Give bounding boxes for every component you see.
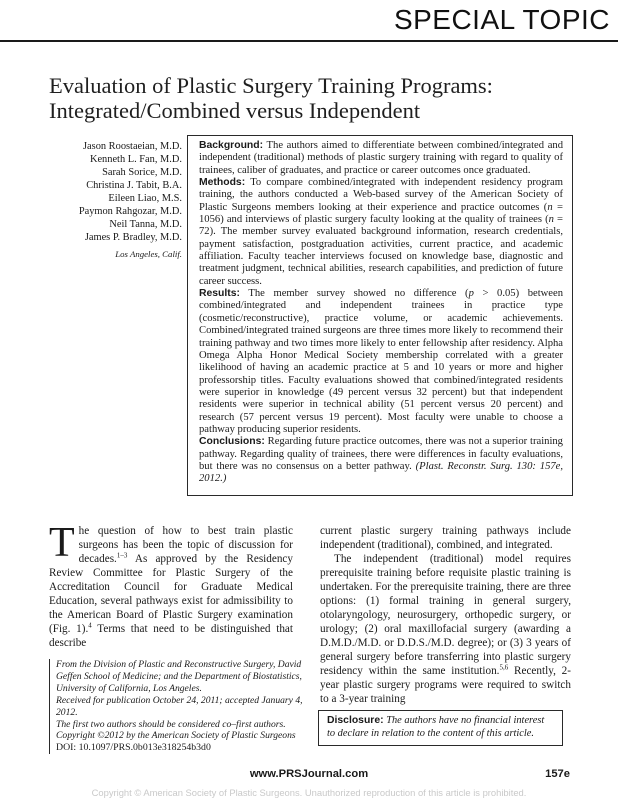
author-name: Christina J. Tabit, B.A. bbox=[86, 180, 182, 191]
author-name: Neil Tanna, M.D. bbox=[109, 219, 182, 230]
author-name: Jason Roostaeian, M.D. bbox=[83, 141, 182, 152]
abstract-conclusions: Conclusions: Regarding future practice outcomes, there was not a superior training pathway. Regarding quality of trainees, there were differences in faculty evaluations, but there was no consensus on a better pathway. (Plast. Reconstr. Surg. 130: 157e, 2012.) bbox=[199, 436, 564, 485]
section-label: SPECIAL TOPIC bbox=[393, 4, 610, 35]
journal-url: www.PRSJournal.com bbox=[249, 768, 369, 780]
disclosure-box: Disclosure: The authors have no financial interest to declare in relation to the content of this article. bbox=[318, 710, 563, 746]
author-name: Kenneth L. Fan, M.D. bbox=[89, 154, 182, 165]
author-location: Los Angeles, Calif. bbox=[115, 249, 182, 259]
author-name: Eileen Liao, M.S. bbox=[108, 193, 182, 204]
body-column-left bbox=[49, 520, 293, 650]
doi: DOI: 10.1097/PRS.0b013e318254b3d0 bbox=[56, 742, 211, 754]
conclusions-label: Conclusions: bbox=[199, 436, 265, 448]
title-line-1: Evaluation of Plastic Surgery Training Programs: bbox=[49, 73, 493, 98]
citation: (Plast. Reconstr. Surg. 130: 157e, 2012.) bbox=[199, 460, 564, 485]
body-paragraph: The independent (traditional) model requires prerequisite training before requisite plastic training is undertaken. For the prerequisite training, there are three options: (1) formal training in general surgery, otolaryngology, neurosurgery, orthopedic surgery, or urology; (2) oral maxillofacial surgery (awarding a D.M.D./M.D. or D.D.S./M.D. degree); or (3) 3 years of general surgery before transferring into plastic surgery residency within the same institution.$^{5,6}$ Recently, 2-year plastic surgery programs were required to switch to a 3-year training bbox=[320, 553, 571, 705]
author-list bbox=[30, 140, 182, 261]
title-line-2: Integrated/Combined versus Independent bbox=[49, 98, 421, 123]
article-title bbox=[49, 73, 589, 123]
copyright-watermark: Copyright © American Society of Plastic Surgeons. Unauthorized reproduction of this article is prohibited. bbox=[91, 787, 527, 798]
reference-marker: 4 bbox=[88, 621, 92, 630]
reference-marker: 1–3 bbox=[116, 551, 128, 560]
results-label: Results: bbox=[199, 288, 240, 300]
background-label: Background: bbox=[199, 140, 264, 151]
author-name: Sarah Sorice, M.D. bbox=[102, 167, 182, 178]
abstract-background: Background: The authors aimed to differentiate between combined/integrated and independent (traditional) methods of plastic surgery training with regard to quality of trainees, caliber of graduates, and practice or career outcomes once graduated. bbox=[199, 140, 563, 176]
methods-label: Methods: bbox=[199, 177, 246, 189]
drop-cap: T bbox=[49, 520, 75, 566]
abstract-results: Results: The member survey showed no difference (p > 0.05) between combined/integrated and independent trainees in practice type (cosmetic/reconstructive), practice volume, or academic achievements. Combined/integrated trained surgeons are three times more likely to recommend their training pathway and two times more likely to enter fellowship after residency. Alpha Omega Alpha Honor Medical Society membership correlated with a greater likelihood of having an academic practice at 5 and 10 years or more and higher professorship titles. Faculty evaluations showed that combined/integrated residents were superior in knowledge (49 percent versus 32 percent) but that independent residents were superior in technical ability (51 percent versus 20 percent) and research (57 percent versus 19 percent). Most faculty were unable to choose a pathway producing superior residents. bbox=[199, 288, 563, 435]
abstract-methods: Methods: To compare combined/integrated with independent residency program training, the authors conducted a Web-based survey of the American Society of Plastic Surgeons members looking at their experience and practice outcomes (n = 1056) and interviews of plastic surgery faculty looking at the quality of trainees (n = 72). The member survey evaluated background information, research credentials, payment satisfaction, postgraduation activities, current practice, and academic affiliation. Faculty teacher interviews focused on knowledge base, diagnostic and treatment judgment, technical abilities, research capabilities, and prediction of future career success. bbox=[199, 177, 563, 287]
body-paragraph: The question of how to best train plastic surgeons has been the topic of discussion for decades.$^{1-3}$ As approved by the Residency Review Committee for Plastic Surgery of the Accreditation Council for Graduate Medical Education, several pathways exist for admissibility to the American Board of Plastic Surgery examination (Fig. 1).$^4$ Terms that need to be distinguished that describe bbox=[49, 520, 293, 649]
reference-marker: 5,6 bbox=[499, 663, 509, 672]
body-paragraph: current plastic surgery training pathways include independent (traditional), combined, and integrated. bbox=[320, 525, 571, 551]
abstract-box bbox=[187, 135, 573, 496]
body-column-right bbox=[320, 524, 571, 706]
page-number: 157e bbox=[545, 768, 570, 780]
section-header bbox=[0, 0, 618, 40]
affiliation-footnote: From the Division of Plastic and Reconstructive Surgery, David Geffen School of Medicine; and the Department of Biostatistics, University of California, Los Angeles. Received for publication October 24, 2011; accepted January 4, 2012. The first two authors should be considered co–first authors. Copyright ©2012 by the American Society of Plastic Surgeons DOI: 10.1097/PRS.0b013e318254b3d0 bbox=[49, 659, 310, 754]
disclosure-label: Disclosure: bbox=[327, 715, 384, 726]
author-name: James P. Bradley, M.D. bbox=[84, 232, 182, 243]
header-rule bbox=[0, 40, 618, 42]
author-name: Paymon Rahgozar, M.D. bbox=[78, 206, 182, 217]
